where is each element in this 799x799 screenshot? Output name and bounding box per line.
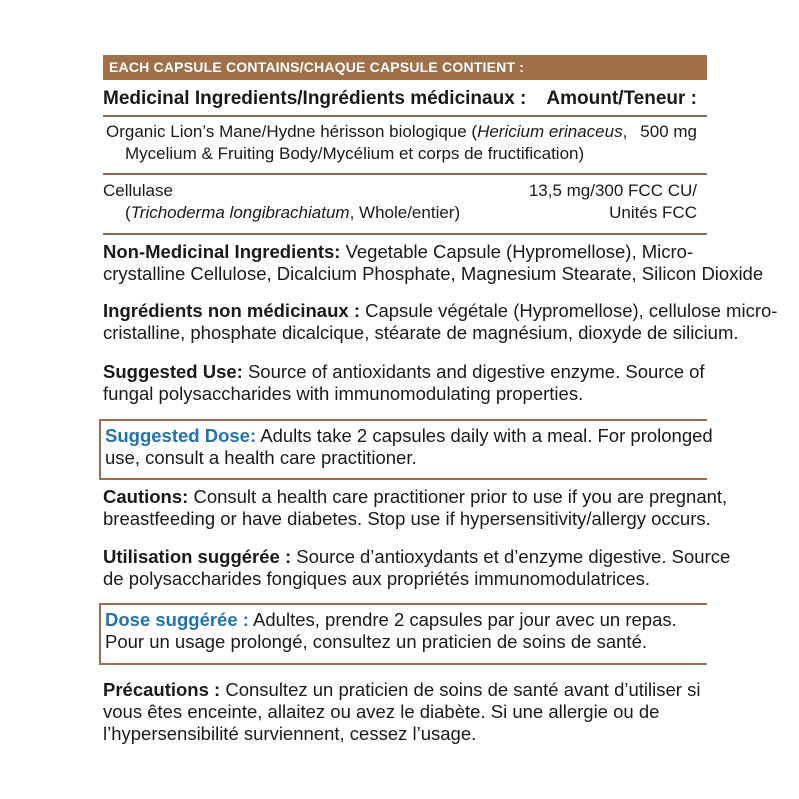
non-medicinal-ingredients-fr xyxy=(103,300,778,344)
section-text: Vegetable Capsule (Hypromellose), Micro- xyxy=(340,241,694,262)
section-label: Cautions: xyxy=(103,486,189,507)
section-label: Utilisation suggérée : xyxy=(103,546,292,567)
ingredient-punct: , xyxy=(622,122,628,141)
cautions-fr xyxy=(103,679,715,745)
section-text: breastfeeding or have diabetes. Stop use if hypersensitivity/allergy occurs. xyxy=(103,508,711,529)
section-text: vous êtes enceinte, allaitez ou avez le diabète. Si une allergie ou de xyxy=(103,701,660,722)
section-label: Ingrédients non médicinaux : xyxy=(103,300,360,321)
ingredient-row-lions-mane xyxy=(103,121,707,165)
section-text: Capsule végétale (Hypromellose), cellulose micro- xyxy=(359,300,778,321)
ingredient-name-line1 xyxy=(103,121,707,143)
divider xyxy=(103,173,707,175)
suggested-dose-fr xyxy=(99,603,707,665)
ingredient-amount: 500 mg xyxy=(640,122,697,141)
non-medicinal-ingredients-en xyxy=(103,241,764,285)
section-text: l’hypersensibilité surviennent, cessez l’usage. xyxy=(103,723,477,744)
supplement-facts-panel xyxy=(103,0,778,799)
divider xyxy=(103,233,707,235)
cautions-en xyxy=(103,486,728,530)
section-text: Consultez un praticien de soins de santé avant d’utiliser si xyxy=(220,679,701,700)
ingredient-punct: ( xyxy=(125,203,131,222)
section-label: Précautions : xyxy=(103,679,221,700)
ingredient-amount-line2: Unités FCC xyxy=(609,203,697,222)
section-text: fungal polysaccharides with immunomodulating properties. xyxy=(103,383,584,404)
ingredient-row-cellulase xyxy=(103,180,707,224)
section-text: cristalline, phosphate dicalcique, stéarate de magnésium, dioxyde de silicium. xyxy=(103,322,739,343)
section-text: crystalline Cellulose, Dicalcium Phosphate, Magnesium Stearate, Silicon Dioxide xyxy=(103,263,764,284)
section-label: Non-Medicinal Ingredients: xyxy=(103,241,341,262)
section-text: use, consult a health care practitioner. xyxy=(105,447,417,468)
section-text: Pour un usage prolongé, consultez un praticien de soins de santé. xyxy=(105,631,648,652)
section-text: Adultes, prendre 2 capsules par jour avec un repas. xyxy=(248,609,677,630)
section-label: Suggested Use: xyxy=(103,361,243,382)
section-text: Source d’antioxydants et d’enzyme digestive. Source xyxy=(291,546,731,567)
suggested-use-fr xyxy=(103,546,731,590)
ingredient-name-line2: Mycelium & Fruiting Body/Mycélium et corps de fructification) xyxy=(125,144,585,163)
ingredient-name-line1: Cellulase xyxy=(103,181,173,200)
section-label: Suggested Dose: xyxy=(105,425,257,446)
section-text: Adults take 2 capsules daily with a meal. For prolonged xyxy=(256,425,713,446)
ingredients-column-header xyxy=(103,86,707,112)
divider xyxy=(103,115,707,117)
section-label: Dose suggérée : xyxy=(105,609,249,630)
section-text: Consult a health care practitioner prior to use if you are pregnant, xyxy=(188,486,728,507)
suggested-use-en xyxy=(103,361,715,405)
section-text: Source of antioxidants and digestive enzyme. Source of xyxy=(242,361,705,382)
capsule-contents-header: EACH CAPSULE CONTAINS/CHAQUE CAPSULE CONTIENT : xyxy=(103,55,707,80)
suggested-dose-en xyxy=(99,419,713,480)
ingredient-latin-name: Hericium erinaceus xyxy=(477,122,623,141)
section-text: de polysaccharides fongiques aux propriétés immunomodulatrices. xyxy=(103,568,651,589)
ingredient-part: , Whole/entier) xyxy=(349,203,461,222)
medicinal-ingredients-heading: Medicinal Ingredients/Ingrédients médicinaux : xyxy=(103,88,527,109)
amount-heading: Amount/Teneur : xyxy=(546,88,697,109)
ingredient-name: Organic Lion’s Mane/Hydne hérisson biologique ( xyxy=(106,122,478,141)
ingredient-amount-line1: 13,5 mg/300 FCC CU/ xyxy=(528,181,697,200)
ingredient-latin-name: Trichoderma longibrachiatum xyxy=(130,203,350,222)
